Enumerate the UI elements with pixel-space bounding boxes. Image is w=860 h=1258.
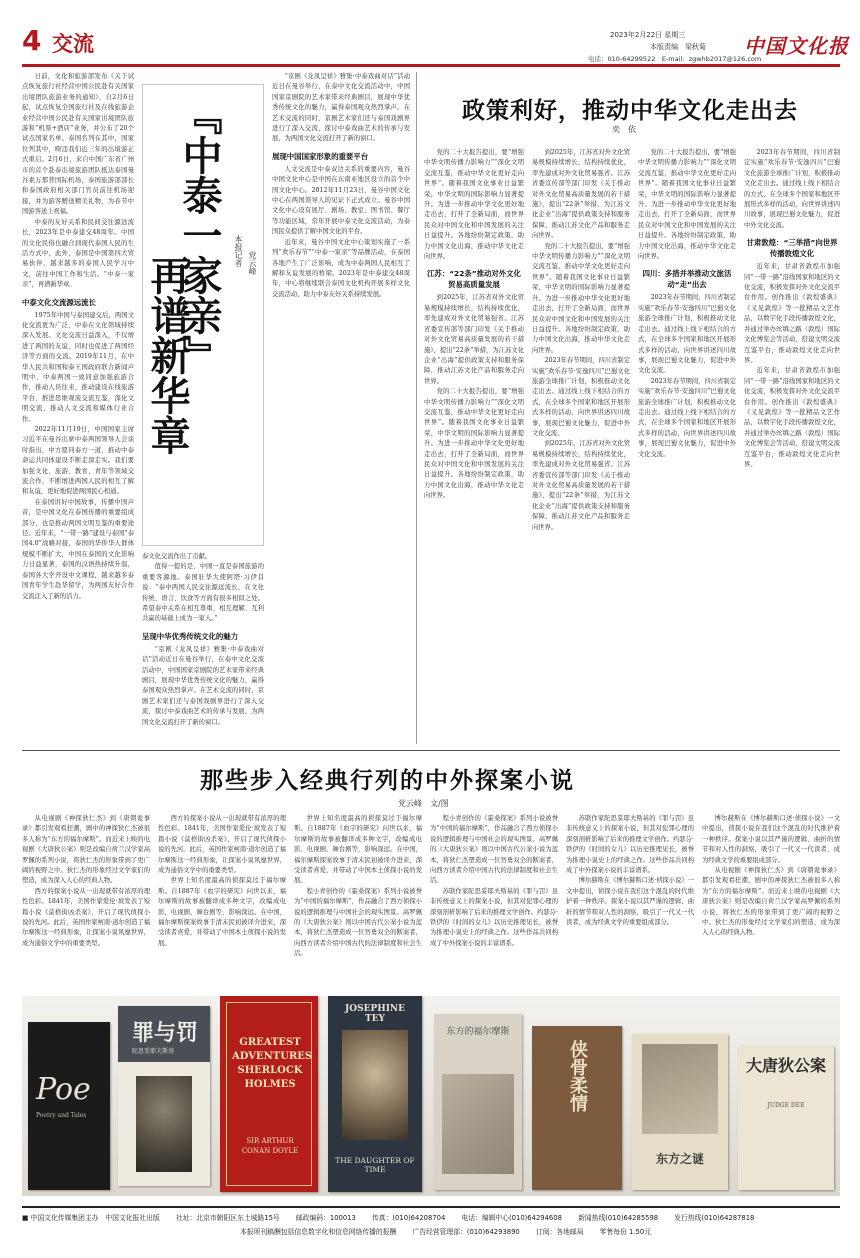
subheading: 呈现中华优秀传统文化的魅力 bbox=[142, 631, 239, 641]
subheading: 中泰文化交流源远流长 bbox=[22, 297, 96, 307]
paragraph: 西方的探案小说从一出现就带有浓厚的理性色彩。1841年，美国作家爱伦·坡发表了短篇小说《莫格街凶杀案》，开启了现代侦探小说的先河。此后，英国作家柯南·道尔创造了福尔摩斯这一经典形象，让探案小说风靡世界，成为通俗文学中的重要类型。 bbox=[158, 815, 286, 875]
footer-postcode: 邮政编码：100013 bbox=[295, 1214, 356, 1222]
paragraph: 人文交流是中泰双边关系的重要内容，曼谷中国文化中心是中国在东南亚地区设立的首个中国文化中心。2012年11月23日，曼谷中国文化中心在两国领导人的见证下正式成立。曼谷中国文化中心设有展厅、剧场、教室、图书馆、餐厅等功能区域，常年开展中泰文化交流活动，为泰国民众提供了解中国文化的平台。 bbox=[272, 165, 410, 236]
book-cover-crime-punishment bbox=[118, 1006, 210, 1186]
newspaper-logo: 中国文化报 bbox=[744, 34, 849, 58]
footer-price: 零售每份 1.50元 bbox=[599, 1228, 651, 1236]
book-cover-poe bbox=[28, 1022, 110, 1190]
footer-news-hotline: 新闻热线(010)64285598 bbox=[578, 1214, 659, 1222]
footer-ad-dept: 广告经营管理部：(010)64293890 bbox=[412, 1228, 520, 1236]
paragraph: 到2025年，江苏省对外文化贸易规模持续增长，结构持续优化，率先建成对外文化贸易强省。江苏省委宣传部等部门印发《关于推动对外文化贸易高质量发展的若干措施》，提出“22条”举措，为江苏文化企业“出海”提供政策支持和服务保障，推动江苏文化产品和服务走向世界。 bbox=[424, 294, 524, 385]
book-cover-dongfang bbox=[434, 1014, 522, 1190]
feature-headline-2: 再谱新华章 bbox=[144, 255, 191, 455]
detective-col-3 bbox=[294, 814, 422, 990]
footer-address: 社址：北京市朝阳区东土城路15号 bbox=[175, 1214, 280, 1222]
detective-col-4 bbox=[430, 814, 558, 990]
paragraph: 程小青创作的《霍桑探案》系列小说被誉为“中国的福尔摩斯”，作品融合了西方侦探小说的逻辑推理与中国社会的现实图景。高罗佩的《大唐狄公案》则以中国古代公案小说为蓝本，将狄仁杰塑造成一位智勇双全的断案者，向西方读者介绍中国古代的法律制度和社会生活。 bbox=[294, 887, 422, 958]
paragraph: 党的二十大报告提出，要“增强中华文明传播力影响力”“深化文明交流互鉴，推动中华文化更好走向世界”。随着我国文化事业日益繁荣，中华文明的国际影响力显著提升。为进一步推动中华文化更好地走出去，打开了全新局面，而世界民众对中国文化和中国发展的关注日益提升。各地纷纷制定政策，助力中国文化出海，推动中华文化走向世界。 bbox=[638, 149, 736, 261]
book-title: GREATEST ADVENTURES SHERLOCK HOLMES bbox=[232, 1037, 313, 1090]
footer-royalty-note: 本报所刊稿酬包括信息数字化和信息网络传播的报酬 bbox=[240, 1228, 397, 1236]
masthead bbox=[0, 0, 860, 64]
policy-title: 政策利好，推动中华文化走出去 bbox=[462, 97, 798, 124]
byline-name: 党云峰 bbox=[248, 251, 257, 275]
editor-line: 本版责编 梁秋菊 bbox=[650, 43, 706, 51]
paragraph: 世界上知名度最高的侦探莫过于福尔摩斯。自1887年《血字的研究》问世以来，福尔摩斯的故事被翻译成多种文字，改编成电影、电视剧、舞台剧等，影响深远。在中国，福尔摩斯探案故事于清末民初被译介进来，深受读者喜爱，并带动了中国本土侦探小说的发展。 bbox=[158, 877, 286, 947]
detective-title: 那些步入经典行列的中外探案小说 bbox=[200, 767, 575, 794]
book-title: 罪与罚 bbox=[132, 1020, 199, 1046]
section-title: 交流 bbox=[52, 31, 94, 56]
book-title: 侠骨柔情 bbox=[567, 1040, 588, 1112]
paragraph: 2023年春节期间，四川省制定实施“欢乐春节·安逸四川”巴蜀文化旅游全球推广计划，积极推动文化走出去。通过线上线下相结合的方式，在全球多个国家和地区开展形式多样的活动，向世界讲述四川故事，展现巴蜀文化魅力，促进中外文化交流。 bbox=[744, 149, 840, 229]
feature-headline-1: 『中泰一家亲』 bbox=[176, 95, 223, 375]
column-divider bbox=[416, 72, 417, 744]
paragraph: 苏联作家陀思妥耶夫斯基的《罪与罚》虽非传统意义上的探案小说，但其对犯罪心理的深刻剖析影响了后来的推理文学创作。约瑟芬·铁伊的《时间的女儿》以历史推理见长，被誉为推理小说史上的经典之作。这些作品共同构成了中外探案小说的丰富谱系。 bbox=[430, 887, 558, 947]
book-cover-sherlock bbox=[220, 996, 318, 1192]
paragraph: 2022年11月19日，中国国家主席习近平在曼谷出席中泰两国领导人会谈时指出，中方愿同泰方一道，推动中泰命运共同体建设不断走深走实。我们要加强文化、旅游、教育、青年等领域交流合作，不断增进两国人民的相互了解和友谊，更好地促进两国民心相通。 bbox=[22, 426, 134, 496]
paragraph: 值得一提的是，中国一直是泰国旅游的重要客源地。泰国驻华大使阿塔·习伊目说：“泰中两国人民交往源远流长，在文化传统、语言、饮食等方面有很多相似之处。希望泰中关系在相互尊重、相互理解、互利共赢的基础上成为一家人。” bbox=[142, 563, 264, 623]
paragraph: 到2025年，江苏省对外文化贸易规模持续增长，结构持续优化，率先建成对外文化贸易强省。江苏省委宣传部等部门印发《关于推动对外文化贸易高质量发展的若干措施》，提出“22条”举措，为江苏文化企业“出海”提供政策支持和服务保障，推动江苏文化产品和服务走向世界。 bbox=[532, 149, 630, 240]
paragraph: 1975年中国与泰国建交后，两国文化交流更为广泛，中泰在文化领域持续深入发展。文化交流日益深入，不仅增进了两国的友谊，同时也促进了两国经济等方面的交流。2019年11月，在中华人民共和国和泰王国政府联合新闻声明中，中泰两国一致同意加强旅游合作，推动人员往来，推动建设在线旅游平台，推进思维观流交流互鉴，深化文明交流，推动人文交流和媒体行业合作。 bbox=[22, 311, 134, 423]
paragraph: 党的二十大报告提出，要“增强中华文明传播力影响力”“深化文明交流互鉴，推动中华文化更好走向世界”。随着我国文化事业日益繁荣，中华文明的国际影响力显著提升。为进一步推动中华文化更好地走出去，打开了全新局面，而世界民众对中国文化和中国发展的关注日益提升。各地纷纷制定政策，助力中国文化出海，推动中华文化走向世界。 bbox=[424, 388, 524, 500]
policy-author: 奕 依 bbox=[612, 125, 636, 134]
policy-col-4 bbox=[744, 148, 840, 744]
paragraph: 程小青创作的《霍桑探案》系列小说被誉为“中国的福尔摩斯”，作品融合了西方侦探小说的逻辑推理与中国社会的现实图景。高罗佩的《大唐狄公案》则以中国古代公案小说为蓝本，将狄仁杰塑造成一位智勇双全的断案者，向西方读者介绍中国古代的法律制度和社会生活。 bbox=[430, 815, 558, 885]
paragraph: 2023年春节期间，四川省制定实施“欢乐春节·安逸四川”巴蜀文化旅游全球推广计划，积极推动文化走出去。通过线上线下相结合的方式，在全球多个国家和地区开展形式多样的活动，向世界讲述四川故事，展现巴蜀文化魅力，促进中外文化交流。 bbox=[638, 377, 736, 458]
feature-headline-box bbox=[142, 84, 264, 546]
cover-art bbox=[642, 1044, 718, 1134]
paragraph: 2023年春节期间，四川省制定实施“欢乐春节·安逸四川”巴蜀文化旅游全球推广计划，积极推动文化走出去。通过线上线下相结合的方式，在全球多个国家和地区开展形式多样的活动，向世界讲述四川故事，展现巴蜀文化魅力，促进中外文化交流。 bbox=[638, 294, 736, 375]
paragraph: “京剧《龙凤呈祥》雅集·中泰戏曲对话”活动近日在曼谷举行，在泰中文化交流活动中，中国国家京剧院的艺术家带来经典剧目，展现中华优秀传统文化的魅力，赢得泰国观众热烈掌声。在艺术交流的同时，京剧艺术家们还与泰国戏剧界进行了深入交流，探讨中泰戏曲艺术的传承与发展，为两国文化交流打开了新的窗口。 bbox=[272, 73, 410, 143]
book-subtitle: JUDGE DEE bbox=[767, 1102, 805, 1109]
book-cover-xiaqian bbox=[532, 1026, 622, 1190]
book-title: 大唐狄公案 bbox=[746, 1056, 827, 1075]
book-subtitle: SIR ARTHUR CONAN DOYLE bbox=[241, 1137, 299, 1155]
paragraph: 党的二十大报告提出，要“增强中华文明传播力影响力”“深化文明交流互鉴，推动中华文化更好走向世界”。随着我国文化事业日益繁荣，中华文明的国际影响力显著提升。为进一步推动中华文化更好地走出去，打开了全新局面，而世界民众对中国文化和中国发展的关注日益提升。各地纷纷制定政策，助力中国文化出海，推动中华文化走向世界。 bbox=[532, 242, 630, 354]
book-subtitle: 陀思妥耶夫斯基 bbox=[132, 1048, 175, 1055]
paragraph: 在泰国讲好中国故事，传播中国声音，是中国文化在泰国传播的重要组成部分，也是推动两国文明互鉴的重要途径。近年来，“一带一路”建设与泰国“泰国4.0”战略对接，泰国的华侨华人群体规模不断扩大，中国在泰国的文化影响力日益显著，泰国的汉语热持续升温，泰国各大学开设中文课程，越来越多泰国青年学生赴华留学，为两国友好合作交流注入了新的活力。 bbox=[22, 498, 134, 600]
subheading: 江苏：“22条”推动对外文化贸易高质量发展 bbox=[427, 269, 521, 290]
masthead-rule bbox=[22, 64, 840, 67]
paragraph: 党的二十大报告提出，要“增强中华文明传播力影响力”“深化文明交流互鉴，推动中华文化更好走向世界”。随着我国文化事业日益繁荣，中华文明的国际影响力显著提升。为进一步推动中华文化更好地走出去，打开了全新局面，而世界民众对中国文化和中国发展的关注日益提升。各地纷纷制定政策，助力中国文化出海，推动中华文化走向世界。 bbox=[424, 149, 524, 261]
contact-line: 电话：010-64299522 E-mail：zgwhb2017@126.com bbox=[588, 55, 762, 63]
paragraph: 中泰的友好关系和民间交往源远流长，2023年是中泰建交48周年。中国的文化民俗也融合到现代泰国人民的生活方式中，此外，泰国是中国第四大贸易伙伴，越来越多的泰国人民学习中文，前往中国工作和生活。“中泰一家亲”，再谱新华章。 bbox=[22, 218, 134, 289]
detective-col-2 bbox=[158, 814, 286, 990]
subheading: 甘肃敦煌：“三举措”向世界传播敦煌文化 bbox=[746, 238, 838, 259]
paragraph: 2023年春节期间，四川省制定实施“欢乐春节·安逸四川”巴蜀文化旅游全球推广计划，积极推动文化走出去。通过线上线下相结合的方式，在全球多个国家和地区开展形式多样的活动，向世界讲述四川故事，展现巴蜀文化魅力，促进中外文化交流。 bbox=[532, 357, 630, 437]
detective-col-5 bbox=[566, 814, 694, 990]
detective-col-6 bbox=[702, 814, 840, 990]
left-article bbox=[22, 72, 134, 744]
paragraph: 博尔赫斯在《博尔赫斯口述·侦探小说》一文中提出，侦探小说在我们这个混乱的时代维护着一种秩序。探案小说以其严谨的逻辑、曲折的情节和对人性的洞察，吸引了一代又一代读者，成为经典文学的重要组成部分。 bbox=[702, 815, 840, 864]
footer-subscription: 订阅：各地邮局 bbox=[535, 1228, 584, 1236]
book-title: 东方之谜 bbox=[655, 1152, 704, 1166]
book-subtitle: Poetry and Tales bbox=[36, 1112, 87, 1119]
paragraph: “京剧《龙凤呈祥》雅集·中泰戏曲对话”活动近日在曼谷举行，在泰中文化交流活动中，中国国家京剧院的艺术家带来经典剧目，展现中华优秀传统文化的魅力，赢得泰国观众热烈掌声。在艺术交流的同时，京剧艺术家们还与泰国戏剧界进行了深入交流，探讨中泰戏曲艺术的传承与发展，为两国文化交流打开了新的窗口。 bbox=[142, 645, 264, 726]
paragraph: 世界上知名度最高的侦探莫过于福尔摩斯。自1887年《血字的研究》问世以来，福尔摩斯的故事被翻译成多种文字，改编成电影、电视剧、舞台剧等，影响深远。在中国，福尔摩斯探案故事于清末民初被译介进来，深受读者喜爱，并带动了中国本土侦探小说的发展。 bbox=[294, 815, 422, 885]
page-number: 4 bbox=[22, 24, 42, 57]
book-cover-tey bbox=[328, 996, 422, 1192]
paragraph: 西方的探案小说从一出现就带有浓厚的理性色彩。1841年，美国作家爱伦·坡发表了短篇小说《莫格街凶杀案》，开启了现代侦探小说的先河。此后，英国作家柯南·道尔创造了福尔摩斯这一经典形象，让探案小说风靡世界，成为通俗文学中的重要类型。 bbox=[22, 887, 150, 947]
book-covers-photo bbox=[22, 996, 840, 1196]
book-cover-huoyi bbox=[632, 1034, 728, 1190]
policy-col-2 bbox=[532, 148, 630, 744]
section-divider bbox=[22, 750, 840, 751]
book-title: JOSEPHINE TEY bbox=[344, 1004, 406, 1024]
paragraph: 从电视剧《神探狄仁杰》到《唐朝诡事录》都引发观看狂潮，剧中的神探狄仁杰被很多人称为“东方的福尔摩斯”。而近来上映的电视剧《大唐狄公案》则是改编自荷兰汉学家高罗佩的系列小说，将狄仁杰的形象带到了更广阔的视野之中。狄仁杰的形象经过文学家们的塑造，成为深入人心的经典人物。 bbox=[22, 815, 150, 885]
policy-col-1 bbox=[424, 148, 524, 744]
paragraph: 苏联作家陀思妥耶夫斯基的《罪与罚》虽非传统意义上的探案小说，但其对犯罪心理的深刻剖析影响了后来的推理文学创作。约瑟芬·铁伊的《时间的女儿》以历史推理见长，被誉为推理小说史上的经典之作。这些作品共同构成了中外探案小说的丰富谱系。 bbox=[566, 815, 694, 875]
byline-role: 本报记者 bbox=[234, 235, 243, 267]
footer-publisher: ■ 中国文化传媒集团主办 中国文化报社出版 bbox=[22, 1214, 160, 1222]
paragraph: 泰文化交流作出了贡献。 bbox=[142, 553, 212, 560]
cover-art bbox=[442, 1074, 514, 1174]
subheading: 展现中国国家形象的重要平台 bbox=[272, 151, 369, 161]
book-title: 东方的福尔摩斯 bbox=[446, 1027, 510, 1037]
cover-portrait bbox=[136, 1076, 192, 1172]
footer-editorial-phone: 电话：编辑中心(010)64294608 bbox=[461, 1214, 562, 1222]
paragraph: 到2025年，江苏省对外文化贸易规模持续增长，结构持续优化，率先建成对外文化贸易强省。江苏省委宣传部等部门印发《关于推动对外文化贸易高质量发展的若干措施》，提出“22条”举措，为江苏文化企业“出海”提供政策支持和服务保障，推动江苏文化产品和服务走向世界。 bbox=[532, 440, 630, 531]
footer-fax: 传真：(010)64208704 bbox=[372, 1214, 446, 1222]
detective-col-1 bbox=[22, 814, 150, 990]
footer-rule bbox=[22, 1206, 840, 1208]
paragraph: 近年来，甘肃省敦煌市加强同“一带一路”沿线国家和地区的文化交流，积极发挥对外文化交流平台作用。创作推出《敦煌盛典》《又见敦煌》等一批精品文艺作品，以数字化手段传播敦煌文化，并通过举办丝绸之路（敦煌）国际文化博览会等活动，搭建文明交流互鉴平台，推动敦煌文化走向世界。 bbox=[744, 367, 840, 468]
footer-distribution-hotline: 发行热线(010)64287818 bbox=[674, 1214, 755, 1222]
cover-portrait bbox=[342, 1030, 408, 1140]
paragraph: 博尔赫斯在《博尔赫斯口述·侦探小说》一文中提出，侦探小说在我们这个混乱的时代维护着一种秩序。探案小说以其严谨的逻辑、曲折的情节和对人性的洞察，吸引了一代又一代读者，成为经典文学的重要组成部分。 bbox=[566, 877, 694, 927]
paragraph: 近年来，曼谷中国文化中心策划实施了一系列“欢乐春节”“中泰一家亲”等品牌活动，在泰国各地产生了广泛影响，成为中泰两国人民相互了解和友谊发展的桥梁。2023年是中泰建交48周年，中心将继续联合泰国文化机构开展多样文化交流活动，助力中泰友好关系持续发展。 bbox=[272, 238, 410, 298]
feature-text-left bbox=[142, 552, 264, 744]
footer-line-1 bbox=[22, 1212, 840, 1224]
cover-frame bbox=[226, 1002, 312, 1186]
policy-col-3 bbox=[638, 148, 736, 744]
feature-text-right bbox=[272, 72, 410, 744]
date-line: 2023年2月22日 星期三 bbox=[610, 31, 686, 39]
paragraph: 日前，文化和旅游部发布《关于试点恢复旅行社经营中国公民赴有关国家出境团队旅游业务的通知》，自2月6日起，试点恢复全国旅行社及在线旅游企业经营中国公民赴有关国家出境团队旅游和“机票+酒店”业务，并公布了20个试点国家名单。泰国名列在其中，国家位列其中，暌违我们近三年的出境游正式重启。2月6日，来自中国广东省广州市的首个赴泰出境旅游团队抵达泰国曼谷素万那普国际机场，泰国旅游部部长和泰国政府相关部门官员前往机场迎接，并为游客赠送精美礼物，为春节中国游客送上祝福。 bbox=[22, 73, 134, 216]
subheading: 四川：多措并举推动文旅活动“走”出去 bbox=[642, 269, 732, 290]
paragraph: 从电视剧《神探狄仁杰》到《唐朝诡事录》都引发观看狂潮，剧中的神探狄仁杰被很多人称为“东方的福尔摩斯”。而近来上映的电视剧《大唐狄公案》则是改编自荷兰汉学家高罗佩的系列小说，将狄仁杰的形象带到了更广阔的视野之中。狄仁杰的形象经过文学家们的塑造，成为深入人心的经典人物。 bbox=[702, 867, 840, 937]
book-title: Poe bbox=[36, 1072, 91, 1107]
book-subtitle: THE DAUGHTER OF TIME bbox=[335, 1156, 415, 1174]
detective-byline: 党云峰 文/图 bbox=[398, 799, 449, 808]
book-cover-di-gong-an bbox=[738, 1046, 834, 1190]
paragraph: 近年来，甘肃省敦煌市加强同“一带一路”沿线国家和地区的文化交流，积极发挥对外文化交流平台作用。创作推出《敦煌盛典》《又见敦煌》等一批精品文艺作品，以数字化手段传播敦煌文化，并通过举办丝绸之路（敦煌）国际文化博览会等活动，搭建文明交流互鉴平台，推动敦煌文化走向世界。 bbox=[744, 263, 840, 364]
footer-line-2 bbox=[240, 1226, 840, 1238]
